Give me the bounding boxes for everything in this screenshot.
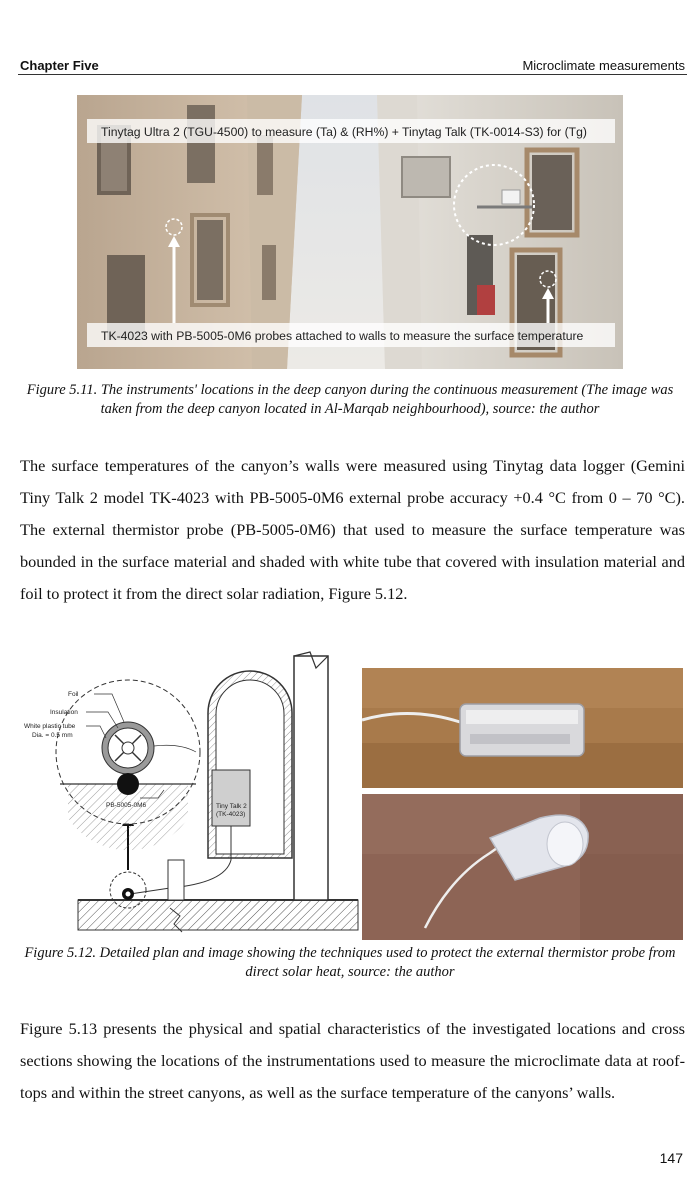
label-probe: PB-5005-0M6 xyxy=(106,802,147,809)
page-number: 147 xyxy=(659,1150,683,1166)
header-rule xyxy=(18,74,687,75)
photo-label-bottom: TK-4023 with PB-5005-0M6 probes attached to walls to measure the surface temperature xyxy=(101,329,584,343)
figure-5-12-caption: Figure 5.12. Detailed plan and image showing the techniques used to protect the external thermistor probe from direct solar heat, source: the author xyxy=(24,945,676,980)
probe-photo-bottom xyxy=(362,794,683,940)
paragraph-2: Figure 5.13 presents the physical and spatial characteristics of the investigated locations and cross sections showing the locations of the instrumentations used to measure the microclimate data at roof-tops and within the street canyons, as well as the surface temperature of the canyons’ walls. xyxy=(20,1019,685,1102)
probe-photo-top xyxy=(362,668,683,788)
section-title: Microclimate measurements xyxy=(522,58,685,73)
probe-diagram xyxy=(20,648,685,944)
canyon-photo xyxy=(77,95,623,369)
figure-5-12 xyxy=(20,648,685,944)
label-diameter: Dia. = 0.5 mm xyxy=(32,732,73,739)
label-foil: Foil xyxy=(68,691,79,698)
label-insulation: Insulation xyxy=(50,709,78,716)
label-white-tube: White plastic tube xyxy=(24,723,76,730)
photo-label-top: Tinytag Ultra 2 (TGU-4500) to measure (Ta) & (RH%) + Tinytag Talk (TK-0014-S3) for (Tg) xyxy=(101,125,587,139)
paragraph-1: The surface temperatures of the canyon’s walls were measured using Tinytag data logger (Gemini Tiny Talk 2 model TK-4023 with PB-5005-0M6 external probe accuracy +0.4 °C from 0 – 70 °C). The external thermistor probe (PB-5005-0M6) that used to measure the surface temperature was bounded in the surface material and shaded with white tube that covered with insulation material and foil to protect it from the direct solar radiation, Figure 5.12. xyxy=(20,456,685,603)
logger-label-1: Tiny Talk 2 xyxy=(216,803,247,810)
logger-label-2: (TK-4023) xyxy=(216,811,246,818)
figure-5-11-caption: Figure 5.11. The instruments' locations in the deep canyon during the continuous measurement (The image was taken from the deep canyon located in Al-Marqab neighbourhood), source: the author xyxy=(26,382,674,417)
chapter-title: Chapter Five xyxy=(20,58,99,73)
